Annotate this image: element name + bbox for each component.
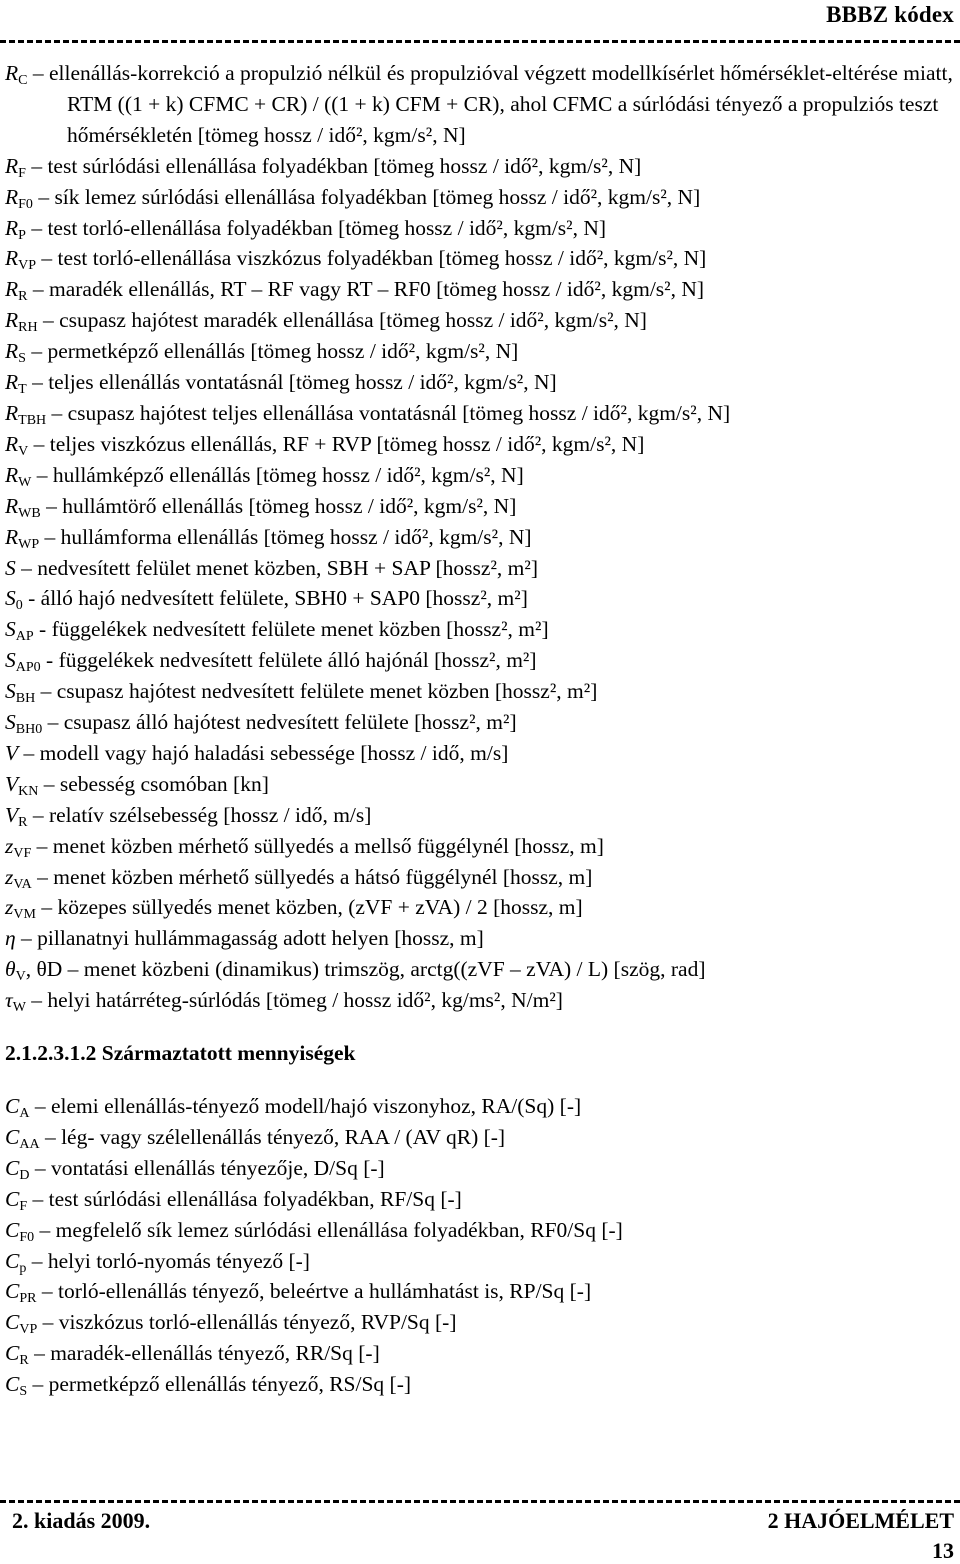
symbol: C [5, 1124, 20, 1149]
header-divider [0, 40, 960, 43]
symbol: R [5, 462, 19, 487]
symbol-subscript: F [18, 165, 26, 181]
symbol-subscript: R [18, 289, 28, 305]
symbol-description: – helyi torló-nyomás tényező [-] [26, 1248, 310, 1273]
symbol-subscript: PR [19, 1291, 37, 1307]
symbol-subscript: C [18, 73, 28, 88]
symbol-entry [5, 522, 955, 553]
symbol: C [5, 1279, 20, 1304]
symbol-subscript: D [19, 1167, 30, 1183]
symbol-entry [5, 769, 955, 800]
symbol: V [5, 802, 19, 827]
symbol-entry [5, 1091, 955, 1122]
symbol-entry [5, 954, 955, 985]
symbol-entry [5, 583, 955, 614]
symbol: R [5, 184, 19, 209]
symbol-subscript: T [18, 382, 27, 398]
symbol-description: – nedvesített felület menet közben, SBH + SAP [hossz², m²] [15, 555, 538, 580]
symbol-subscript: V [15, 969, 26, 985]
symbol: C [5, 1248, 20, 1273]
footer-edition: 2. kiadás 2009. [12, 1508, 151, 1533]
symbol: C [5, 1341, 20, 1366]
symbol-entry [5, 243, 955, 274]
symbol: R [5, 339, 19, 364]
symbol-entry [5, 1215, 955, 1246]
symbol-description: - függelékek nedvesített felülete álló hajónál [hossz², m²] [40, 648, 537, 673]
symbol-description: – viszkózus torló-ellenállás tényező, RVP/Sq [-] [37, 1310, 457, 1335]
symbol: θ [5, 957, 16, 982]
symbol-entry [5, 1276, 955, 1307]
symbol-entry [5, 707, 955, 738]
symbol-subscript: S [19, 1384, 28, 1400]
symbol-entry [5, 398, 955, 429]
symbol-description: – csupasz hajótest maradék ellenállása [tömeg hossz / idő², kgm/s², N] [37, 308, 647, 333]
symbol-entry [5, 1369, 955, 1400]
symbol-subscript: W [12, 1000, 26, 1016]
symbol-subscript: WB [18, 505, 41, 521]
symbol: z [5, 833, 14, 858]
symbol-description: - függelékek nedvesített felülete menet közben [hossz², m²] [33, 617, 549, 642]
symbol: S [5, 617, 16, 642]
symbol-entry [5, 645, 955, 676]
symbol-entry [5, 429, 955, 460]
symbol: C [5, 1155, 20, 1180]
symbol: S [5, 710, 16, 735]
symbol-subscript: AP0 [15, 660, 41, 676]
symbol-subscript: VF [13, 845, 32, 861]
symbol: R [5, 277, 19, 302]
symbol-subscript: TBH [18, 412, 47, 428]
symbol-description: – sebesség csomóban [kn] [38, 771, 269, 796]
symbol-subscript: VA [13, 876, 32, 892]
symbol-subscript: R [19, 1353, 29, 1369]
symbol-subscript: p [19, 1260, 27, 1276]
symbol-subscript: F0 [19, 1229, 35, 1245]
symbol-entry [5, 985, 955, 1016]
symbol-description: – vontatási ellenállás tényezője, D/Sq [-] [29, 1155, 385, 1180]
symbol-description: – csupasz hajótest teljes ellenállása vontatásnál [tömeg hossz / idő², kgm/s², N] [46, 400, 731, 425]
symbol-subscript: R [18, 814, 28, 830]
symbol-description: , θD – menet közbeni (dinamikus) trimszög, arctg((zVF – zVA) / L) [szög, rad] [25, 957, 706, 982]
symbol-entry [5, 676, 955, 707]
symbol-entry [5, 831, 955, 862]
symbol-subscript: P [18, 227, 26, 243]
symbol: R [5, 246, 19, 271]
symbol: τ [5, 988, 13, 1013]
symbol: C [5, 1310, 20, 1335]
symbol: S [5, 648, 16, 673]
symbol-description: – teljes viszkózus ellenállás, RF + RVP [tömeg hossz / idő², kgm/s², N] [28, 431, 645, 456]
symbol-entry [5, 923, 955, 954]
symbol-subscript: RH [18, 320, 38, 336]
symbol-subscript: F0 [18, 196, 33, 212]
symbol: C [5, 1186, 20, 1211]
footer-chapter: 2 HAJÓELMÉLET [767, 1508, 954, 1533]
symbol-description: – hullámforma ellenállás [tömeg hossz / idő², kgm/s², N] [39, 524, 532, 549]
symbol-description: – test súrlódási ellenállása folyadékban, RF/Sq [-] [27, 1186, 462, 1211]
symbol-entry [5, 1307, 955, 1338]
symbol-entry [5, 553, 955, 584]
section-heading: 2.1.2.3.1.2 Származtatott mennyiségek [5, 1041, 356, 1066]
symbol-list [5, 58, 955, 1400]
symbol-description: – modell vagy hajó haladási sebessége [hossz / idő, m/s] [18, 740, 509, 765]
symbol-entry [5, 862, 955, 893]
symbol-subscript: VM [13, 907, 36, 923]
symbol: V [5, 771, 19, 796]
symbol-subscript: BH0 [15, 722, 43, 738]
symbol-entry [5, 1246, 955, 1277]
symbol: R [5, 370, 19, 395]
symbol-subscript: S [18, 351, 26, 367]
header-title: BBBZ kódex [826, 2, 954, 27]
symbol-description: – megfelelő sík lemez súrlódási ellenállása folyadékban, RF0/Sq [-] [34, 1217, 623, 1242]
measured-quantities-list [5, 58, 955, 1016]
symbol: C [5, 1217, 20, 1242]
symbol: R [5, 153, 19, 178]
symbol-description: – test torló-ellenállása folyadékban [tömeg hossz / idő², kgm/s², N] [25, 215, 607, 240]
symbol: S [5, 679, 16, 704]
symbol: η [5, 926, 16, 951]
symbol-entry [5, 1338, 955, 1369]
footer-divider [0, 1500, 960, 1503]
symbol-entry [5, 274, 955, 305]
symbol: S [5, 555, 16, 580]
symbol-entry [5, 151, 955, 182]
symbol-entry [5, 305, 955, 336]
symbol-entry [5, 460, 955, 491]
symbol-subscript: V [18, 443, 29, 459]
symbol-description: – csupasz hajótest nedvesített felülete menet közben [hossz², m²] [35, 679, 598, 704]
symbol: R [5, 400, 19, 425]
symbol-description: – test torló-ellenállása viszkózus folyadékban [tömeg hossz / idő², kgm/s², N] [36, 246, 707, 271]
symbol-description: – pillanatnyi hullámmagasság adott helyen [hossz, m] [15, 926, 484, 951]
symbol-description: – csupasz álló hajótest nedvesített felülete [hossz², m²] [42, 710, 517, 735]
symbol-subscript: AP [15, 629, 34, 645]
symbol-subscript: F [19, 1198, 28, 1214]
symbol-entry [5, 213, 955, 244]
symbol: R [5, 524, 19, 549]
symbol: R [5, 215, 19, 240]
symbol-description: – elemi ellenállás-tényező modell/hajó viszonyhoz, RA/(Sq) [-] [29, 1094, 582, 1118]
symbol-entry [5, 738, 955, 769]
symbol-subscript: WP [18, 536, 40, 552]
symbol-description: – torló-ellenállás tényező, beleértve a hullámhatást is, RP/Sq [-] [36, 1279, 592, 1304]
symbol-description: – menet közben mérhető süllyedés a mellső függélynél [hossz, m] [31, 833, 604, 858]
symbol-entry [5, 892, 955, 923]
symbol-description: – hullámképző ellenállás [tömeg hossz / idő², kgm/s², N] [31, 462, 524, 487]
symbol-subscript: 0 [15, 598, 23, 614]
symbol-entry [5, 800, 955, 831]
symbol-description: – test súrlódási ellenállása folyadékban [tömeg hossz / idő², kgm/s², N] [25, 153, 642, 178]
symbol: R [5, 431, 19, 456]
symbol-description: – relatív szélsebesség [hossz / idő, m/s] [27, 802, 372, 827]
symbol-entry [5, 1153, 955, 1184]
symbol: z [5, 895, 14, 920]
symbol: R [5, 308, 19, 333]
page-number: 13 [932, 1538, 954, 1563]
symbol-entry [5, 1184, 955, 1215]
symbol-description: – permetképző ellenállás tényező, RS/Sq [-] [27, 1372, 412, 1397]
derived-quantities-list [5, 1091, 955, 1400]
symbol-subscript: KN [18, 783, 39, 799]
symbol-description: – helyi határréteg-súrlódás [tömeg / hossz idő², kg/ms², N/m²] [25, 988, 563, 1013]
symbol: V [5, 740, 19, 765]
symbol-description: – teljes ellenállás vontatásnál [tömeg hossz / idő², kgm/s², N] [26, 370, 557, 395]
symbol-description: – lég- vagy szélellenállás tényező, RAA / (AV qR) [-] [39, 1124, 506, 1149]
symbol-subscript: AA [19, 1136, 40, 1152]
symbol-description: – maradék ellenállás, RT – RF vagy RT – RF0 [tömeg hossz / idő², kgm/s², N] [27, 277, 705, 302]
symbol: C [5, 1372, 20, 1397]
symbol-entry [5, 336, 955, 367]
symbol-entry [5, 491, 955, 522]
symbol-entry [5, 367, 955, 398]
symbol-description: – ellenállás-korrekció a propulzió nélkül és propulzióval végzett modellkísérlet hőmérséklet-eltérése miatt, RTM ((1 + k) CFMC + CR) / ((1 + k) CFM + CR), ahol CFMC a súrlódási tényező a propulziós teszt hőmérsékletén [tömeg hossz / idő², kgm/s², N] [27, 61, 953, 147]
symbol: R [5, 61, 19, 85]
symbol-description: – közepes süllyedés menet közben, (zVF + zVA) / 2 [hossz, m] [35, 895, 583, 920]
symbol-subscript: VP [18, 258, 37, 274]
symbol-subscript: VP [19, 1322, 38, 1338]
symbol-entry [5, 1122, 955, 1153]
symbol-description: – maradék-ellenállás tényező, RR/Sq [-] [28, 1341, 380, 1366]
symbol-description: – sík lemez súrlódási ellenállása folyadékban [tömeg hossz / idő², kgm/s², N] [32, 184, 701, 209]
symbol-subscript: BH [15, 691, 36, 707]
symbol-entry [5, 58, 955, 151]
symbol-entry [5, 182, 955, 213]
symbol-description: – menet közben mérhető süllyedés a hátsó függélynél [hossz, m] [31, 864, 593, 889]
symbol: R [5, 493, 19, 518]
symbol-subscript: W [18, 474, 32, 490]
symbol-subscript: A [19, 1106, 30, 1121]
symbol-description: – permetképző ellenállás [tömeg hossz / idő², kgm/s², N] [25, 339, 519, 364]
symbol-entry [5, 614, 955, 645]
symbol: z [5, 864, 14, 889]
symbol: S [5, 586, 16, 611]
symbol-description: - álló hajó nedvesített felülete, SBH0 + SAP0 [hossz², m²] [22, 586, 528, 611]
symbol-description: – hullámtörő ellenállás [tömeg hossz / idő², kgm/s², N] [40, 493, 517, 518]
symbol: C [5, 1094, 20, 1118]
